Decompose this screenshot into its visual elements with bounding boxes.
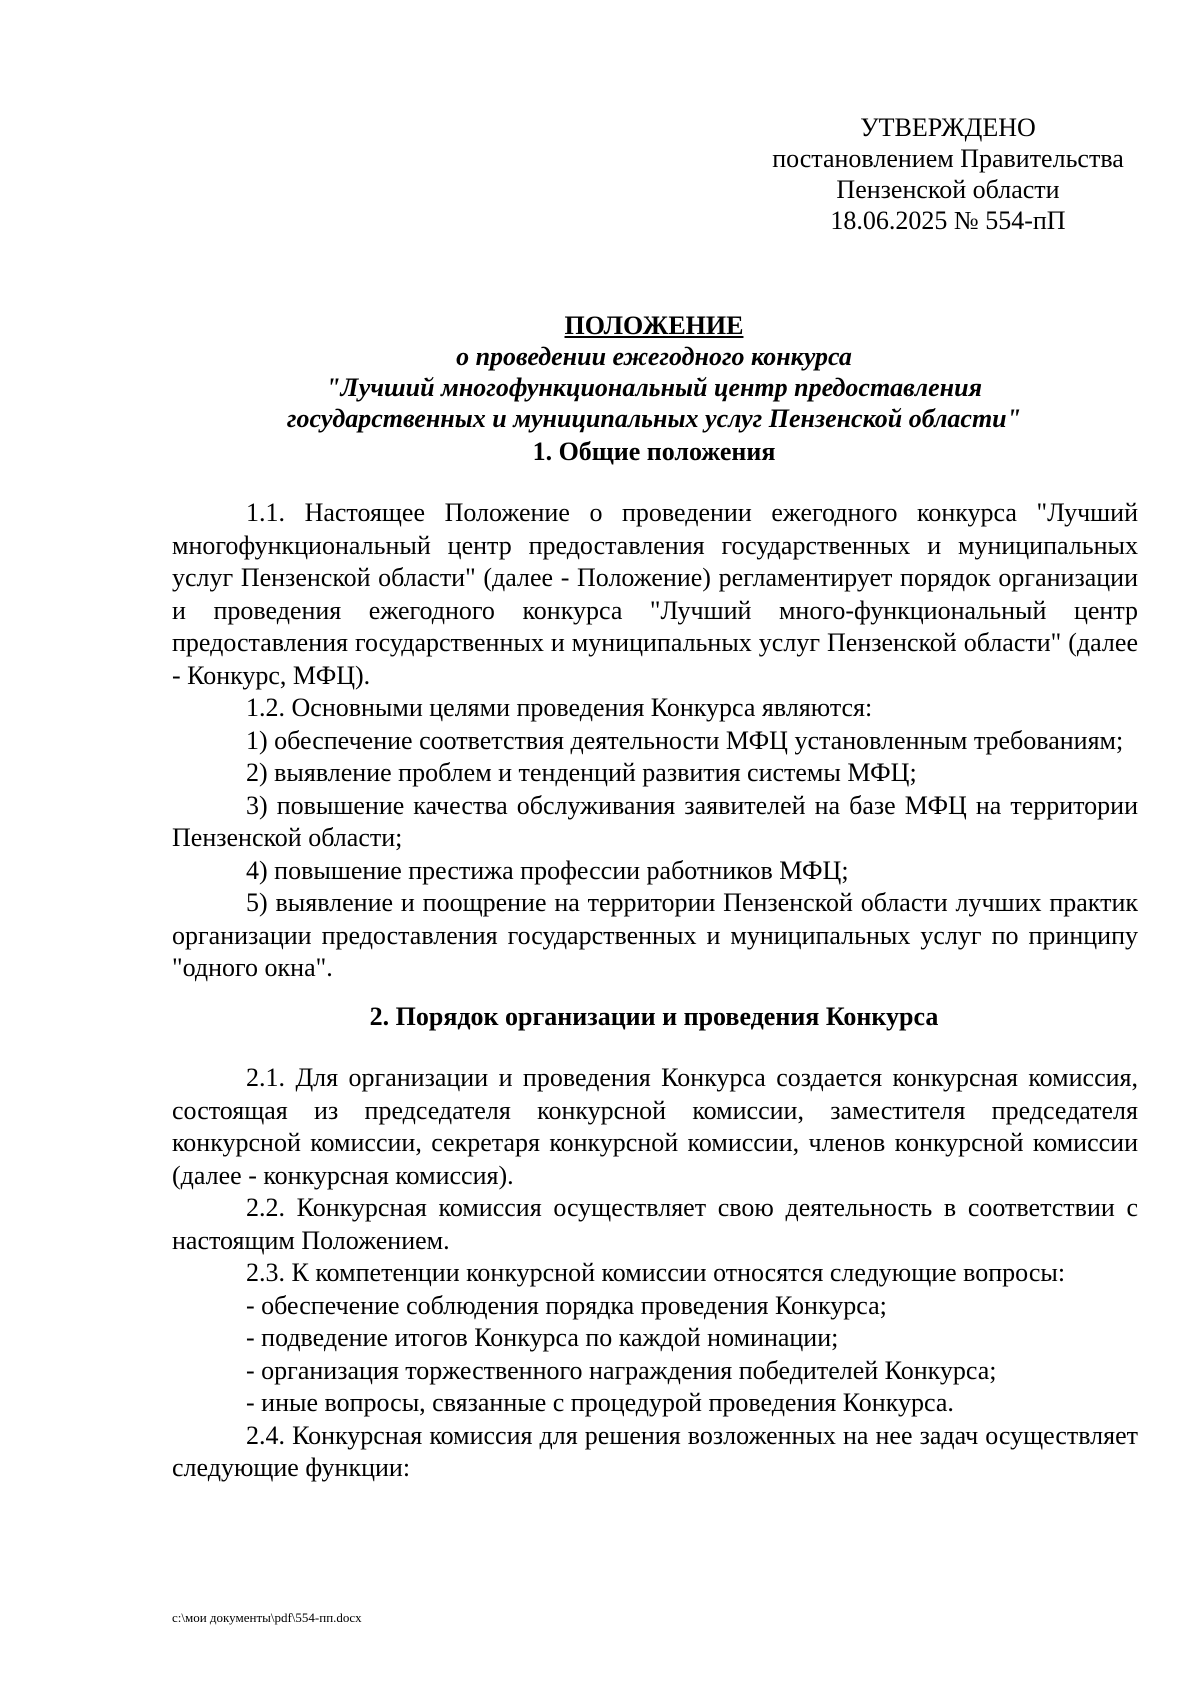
list-item: 1) обеспечение соответствия деятельности МФЦ установленным требованиям;	[246, 725, 1124, 755]
footer-file-path: c:\мои документы\pdf\554-пп.docx	[172, 1610, 362, 1625]
list-item: 2) выявление проблем и тенденций развития системы МФЦ;	[246, 758, 917, 787]
list-item: 3) повышение качества обслуживания заявителей на базе МФЦ на территории Пензенской области;	[172, 790, 1138, 852]
section-body-procedure	[172, 1062, 1138, 1485]
paragraph: 2.2. Конкурсная комиссия осуществляет свою деятельность в соответствии с настоящим Положением.	[172, 1193, 1138, 1255]
list-item: - подведение итогов Конкурса по каждой номинации;	[246, 1323, 839, 1352]
approval-stamp	[748, 112, 1148, 236]
paragraph: 1.1. Настоящее Положение о проведении ежегодного конкурса "Лучший многофункциональный центр предоставления государственных и муниципальных услуг Пензенской области" (далее - Положение) регламентирует порядок организации и проведения ежегодного конкурса "Лучший много-функциональный центр предоставления государственных и муниципальных услуг Пензенской области" (далее - Конкурс, МФЦ).	[172, 498, 1138, 690]
section-body-general	[172, 497, 1138, 985]
paragraph: 1.2. Основными целями проведения Конкурса являются:	[246, 693, 873, 722]
approval-line: Пензенской области	[836, 175, 1060, 204]
list-item: 5) выявление и поощрение на территории Пензенской области лучших практик организации предоставления государственных и муниципальных услуг по принципу "одного окна".	[172, 888, 1138, 982]
paragraph: 2.4. Конкурсная комиссия для решения возложенных на нее задач осуществляет следующие функции:	[172, 1420, 1138, 1482]
title-main: ПОЛОЖЕНИЕ	[564, 311, 744, 340]
paragraph: 2.1. Для организации и проведения Конкурса создается конкурсная комиссия, состоящая из председателя конкурсной комиссии, заместителя председателя конкурсной комиссии, секретаря конкурсной комиссии, членов конкурсной комиссии (далее - конкурсная комиссия).	[172, 1063, 1138, 1190]
paragraph: 2.3. К компетенции конкурсной комиссии относятся следующие вопросы:	[246, 1258, 1066, 1287]
list-item: - организация торжественного награждения победителей Конкурса;	[246, 1355, 997, 1385]
section-heading-procedure: 2. Порядок организации и проведения Конкурса	[369, 1002, 939, 1031]
approval-date-number: 18.06.2025 № 554-пП	[830, 206, 1066, 235]
title-subtitle: "Лучший многофункциональный центр предоставления	[326, 373, 982, 402]
list-item: 4) повышение престижа профессии работников МФЦ;	[246, 855, 849, 885]
approval-line: постановлением Правительства	[772, 144, 1124, 173]
document-title	[170, 310, 1138, 434]
title-subtitle: о проведении ежегодного конкурса	[456, 342, 852, 371]
list-item: - иные вопросы, связанные с процедурой проведения Конкурса.	[246, 1388, 954, 1417]
approval-line: УТВЕРЖДЕНО	[860, 113, 1036, 142]
list-item: - обеспечение соблюдения порядка проведения Конкурса;	[246, 1290, 887, 1320]
section-heading-general: 1. Общие положения	[532, 437, 776, 466]
title-subtitle: государственных и муниципальных услуг Пензенской области"	[286, 404, 1022, 433]
